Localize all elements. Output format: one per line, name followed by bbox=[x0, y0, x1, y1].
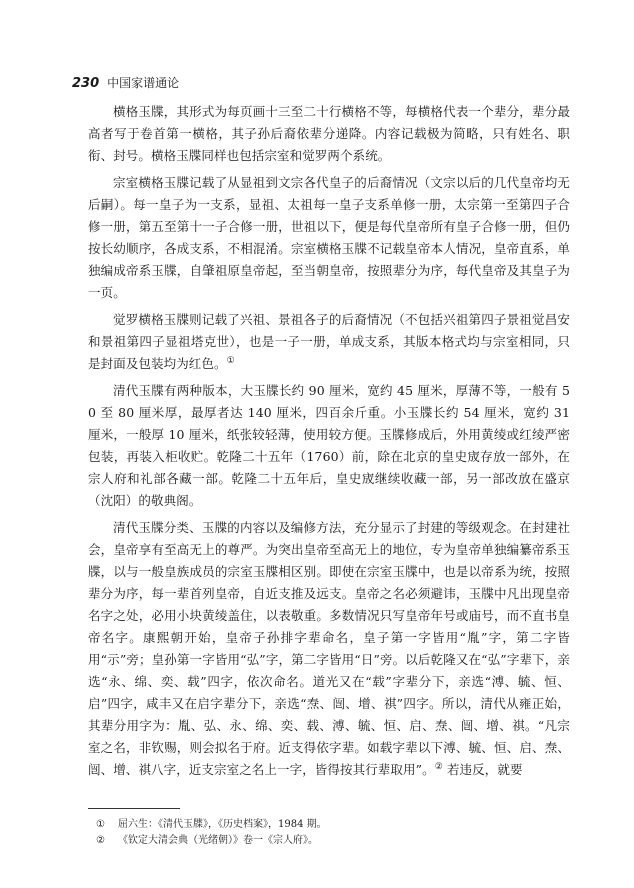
body-text bbox=[88, 101, 570, 781]
page-header bbox=[72, 74, 179, 94]
footnote-1 bbox=[96, 817, 566, 833]
footnote-ref-1[interactable]: ① bbox=[226, 355, 235, 366]
paragraph-5 bbox=[88, 517, 570, 781]
running-title: 中国家谱通论 bbox=[107, 76, 180, 90]
paragraph-1 bbox=[88, 101, 570, 167]
paragraph-text: 清代玉牒有两种版本，大玉牒长约 90 厘米，宽约 45 厘米，厚薄不等，一般有 50 至 80 厘米厚，最厚者达 140 厘米，四百余斤重。小玉牒长约 54 厘米，宽约 31 厘米，一般厚 10 厘米，纸张较轻薄，使用较方便。玉牒修成后，外用黄绫或红绫严密包装，再装入柜收贮。乾隆二十五年（1760）前，除在北京的皇史宬存放一部外，在宗人府和礼部各藏一部。乾隆二十五年后，皇史宬继续收藏一部，另一部改放在盛京（沈阳）的敬典阁。 bbox=[88, 383, 570, 508]
paragraph-text: 横格玉牒，其形式为每页画十三至二十行横格不等，每横格代表一个辈分，辈分最高者写于卷首第一横格，其子孙后裔依辈分递降。内容记载极为简略，只有姓名、职衔、封号。横格玉牒同样也包括宗室和觉罗两个系统。 bbox=[88, 104, 570, 163]
paragraph-text: 觉罗横格玉牒则记载了兴祖、景祖各子的后裔情况（不包括兴祖第四子景祖觉昌安和景祖第四子显祖塔克世），也是一子一册，单成支系，其版本格式均与宗室相同，只是封面及包装均为红色。 bbox=[88, 312, 570, 371]
footnote-ref-2[interactable]: ② bbox=[434, 761, 443, 772]
footnote-mark: ① bbox=[96, 819, 105, 830]
paragraph-text: 宗室横格玉牒记载了从显祖到文宗各代皇子的后裔情况（文宗以后的几代皇帝均无后嗣）。每一皇子为一支系，显祖、太祖每一皇子支系单修一册，太宗第一至第四子合修一册，第五至第十一子合修一册，世祖以下，便是每代皇帝所有皇子合修一册，但仍按长幼顺序，各成支系，不相混淆。宗室横格玉牒不记载皇帝本人情况，皇帝直系，单独编成帝系玉牒，自肇祖原皇帝起，至当朝皇帝，按照辈分为序，每代皇帝及其皇子为一页。 bbox=[88, 175, 570, 300]
footnote-text: 《钦定大清会典（光绪朝）》卷一《宗人府》。 bbox=[118, 835, 318, 846]
footnote-mark: ② bbox=[96, 835, 105, 846]
footnote-text: 屈六生：《清代玉牒》，《历史档案》，1984 期。 bbox=[118, 819, 327, 830]
paragraph-2 bbox=[88, 172, 570, 304]
footnote-2 bbox=[96, 833, 566, 849]
paragraph-text: 清代玉牒分类、玉牒的内容以及编修方法，充分显示了封建的等级观念。在封建社会，皇帝享有至高无上的尊严。为突出皇帝至高无上的地位，专为皇帝单独编纂帝系玉牒，以与一般皇族成员的宗室玉牒相区别。即使在宗室玉牒中，也是以帝系为统，按照辈分为序，每一辈首列皇帝，自近支推及远支。皇帝之名必须避讳，玉牒中凡出现皇帝名字之处，必用小块黄绫盖住，以表敬重。多数情况只写皇帝年号或庙号，而不直书皇帝名字。康熙朝开始，皇帝子孙排字辈命名，皇子第一字皆用“胤”字，第二字皆用“示”旁；皇孙第一字皆用“弘”字，第二字皆用“日”旁。以后乾隆又在“弘”字辈下，亲选“永、绵、奕、载”四字，依次命名。道光又在“载”字辈分下，亲选“溥、毓、恒、启”四字，咸丰又在启字辈分下，亲选“焘、闿、增、祺”四字。所以，清代从雍正始，其辈分用字为：胤、弘、永、绵、奕、载、溥、毓、恒、启、焘、闿、增、祺。“凡宗室之名，非钦赐，则会拟名于府。近支得依字辈。如载字辈以下溥、毓、恒、启、焘、闿、增、祺八字，近支宗室之名上一字，皆得按其行辈取用”。 bbox=[88, 520, 570, 777]
footnote-divider bbox=[88, 808, 180, 809]
page-number: 230 bbox=[72, 76, 100, 91]
paragraph-tail: 若违反，就要 bbox=[442, 762, 523, 777]
footnotes bbox=[96, 817, 566, 849]
paragraph-4 bbox=[88, 380, 570, 512]
paragraph-3 bbox=[88, 309, 570, 375]
